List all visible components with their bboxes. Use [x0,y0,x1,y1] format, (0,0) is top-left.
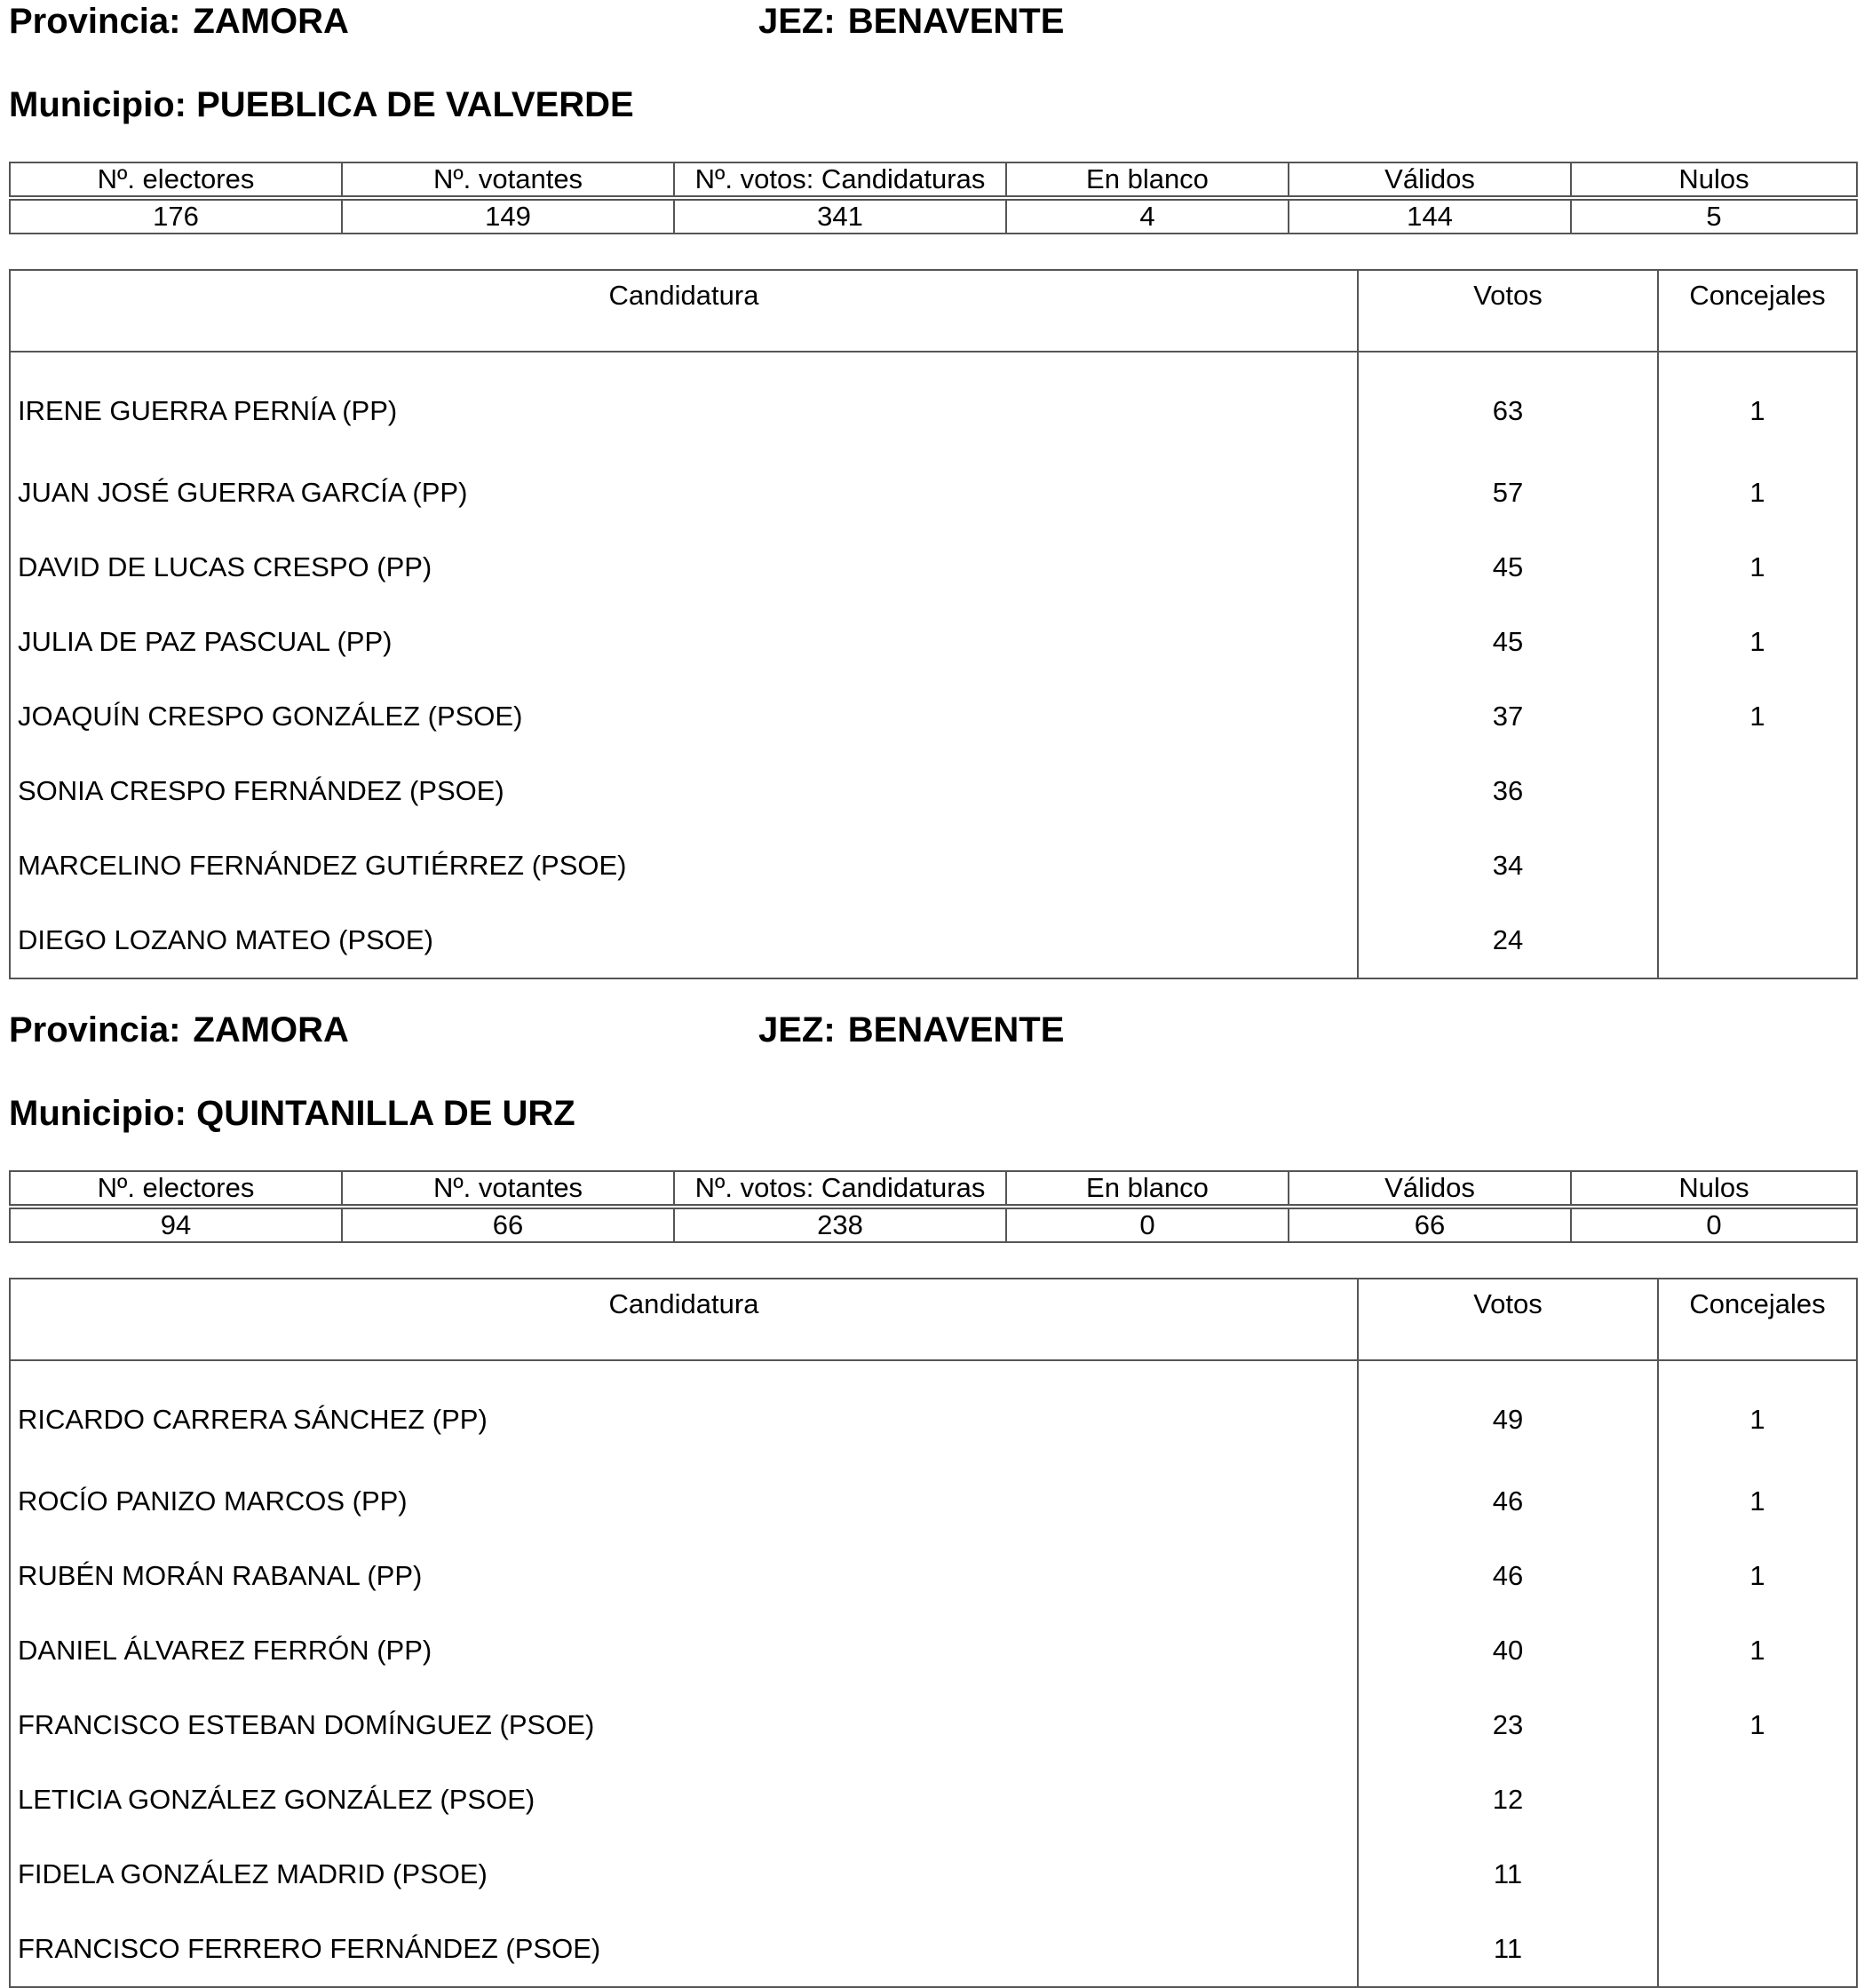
jez-value: BENAVENTE [847,2,1065,41]
summary-header-cell: Nº. votos: Candidaturas [674,162,1006,196]
candidate-name: JOAQUÍN CRESPO GONZÁLEZ (PSOE) [10,679,1358,754]
summary-header-row [10,162,1857,196]
candidate-seats [1658,903,1857,978]
jez-value: BENAVENTE [847,1010,1065,1049]
candidate-name: IRENE GUERRA PERNÍA (PP) [10,352,1358,455]
municipio-value: QUINTANILLA DE URZ [196,1094,575,1133]
votos-header: Votos [1358,270,1658,352]
candidate-row [10,903,1857,978]
candidate-row [10,455,1857,530]
candidate-votes: 34 [1358,828,1658,903]
candidate-seats: 1 [1658,679,1857,754]
summary-header-row [10,1171,1857,1205]
summary-value-cell: 4 [1006,200,1289,234]
summary-value-cell: 238 [674,1208,1006,1242]
candidate-seats [1658,1837,1857,1912]
summary-value-cell: 94 [10,1208,342,1242]
candidate-votes: 63 [1358,352,1658,455]
provincia-value: ZAMORA [193,1010,349,1049]
summary-header-cell: En blanco [1006,1171,1289,1205]
candidate-votes: 37 [1358,679,1658,754]
summary-header-cell: Nº. votos: Candidaturas [674,1171,1006,1205]
summary-value-cell: 0 [1571,1208,1857,1242]
summary-value-cell: 144 [1289,200,1571,234]
concejales-header: Concejales [1658,1279,1857,1360]
candidate-votes: 46 [1358,1539,1658,1613]
summary-value-cell: 66 [342,1208,674,1242]
candidate-row [10,1464,1857,1539]
jez-label: JEZ: [758,2,836,41]
concejales-header: Concejales [1658,270,1857,352]
summary-header-cell: Nulos [1571,162,1857,196]
candidate-name: SONIA CRESPO FERNÁNDEZ (PSOE) [10,754,1358,828]
votos-header: Votos [1358,1279,1658,1360]
candidate-votes: 40 [1358,1613,1658,1688]
provincia-heading [9,1009,349,1051]
candidate-name: LETICIA GONZÁLEZ GONZÁLEZ (PSOE) [10,1762,1358,1837]
candidate-name: FIDELA GONZÁLEZ MADRID (PSOE) [10,1837,1358,1912]
summary-header-cell: En blanco [1006,162,1289,196]
provincia-label: Provincia: [9,2,181,41]
candidate-votes: 45 [1358,605,1658,679]
summary-header-cell: Válidos [1289,1171,1571,1205]
candidate-name: DAVID DE LUCAS CRESPO (PP) [10,530,1358,605]
candidate-seats: 1 [1658,352,1857,455]
candidate-votes: 23 [1358,1688,1658,1762]
provincia-heading [9,0,349,43]
summary-value-cell: 0 [1006,1208,1289,1242]
candidate-name: FRANCISCO ESTEBAN DOMÍNGUEZ (PSOE) [10,1688,1358,1762]
summary-value-cell: 176 [10,200,342,234]
candidate-votes: 36 [1358,754,1658,828]
municipio-value: PUEBLICA DE VALVERDE [196,85,634,124]
candidate-votes: 46 [1358,1464,1658,1539]
candidate-seats [1658,828,1857,903]
candidate-votes: 49 [1358,1360,1658,1464]
candidate-name: JUAN JOSÉ GUERRA GARCÍA (PP) [10,455,1358,530]
candidate-row [10,1837,1857,1912]
candidate-name: FRANCISCO FERRERO FERNÁNDEZ (PSOE) [10,1912,1358,1987]
candidate-name: JULIA DE PAZ PASCUAL (PP) [10,605,1358,679]
candidate-seats: 1 [1658,1613,1857,1688]
summary-values-row [10,200,1857,234]
candidate-seats: 1 [1658,605,1857,679]
candidate-name: RICARDO CARRERA SÁNCHEZ (PP) [10,1360,1358,1464]
summary-value-cell: 5 [1571,200,1857,234]
jez-heading [758,0,1064,43]
candidate-votes: 57 [1358,455,1658,530]
jez-heading [758,1009,1064,1051]
candidate-name: DANIEL ÁLVAREZ FERRÓN (PP) [10,1613,1358,1688]
candidates-table [9,1278,1858,1988]
candidate-row [10,828,1857,903]
candidate-seats [1658,1762,1857,1837]
municipio-label: Municipio: [9,1094,186,1133]
summary-values-row [10,1208,1857,1242]
candidate-row [10,1539,1857,1613]
summary-header-cell: Válidos [1289,162,1571,196]
candidates-header-row [10,270,1857,352]
candidate-row [10,1360,1857,1464]
candidate-row [10,352,1857,455]
candidate-votes: 24 [1358,903,1658,978]
candidate-seats [1658,754,1857,828]
candidate-seats: 1 [1658,1464,1857,1539]
candidate-name: ROCÍO PANIZO MARCOS (PP) [10,1464,1358,1539]
summary-header-cell: Nº. votantes [342,162,674,196]
municipio-heading [9,83,634,126]
candidate-votes: 12 [1358,1762,1658,1837]
candidate-seats: 1 [1658,1688,1857,1762]
candidate-name: RUBÉN MORÁN RABANAL (PP) [10,1539,1358,1613]
summary-table [9,162,1858,234]
candidate-name: DIEGO LOZANO MATEO (PSOE) [10,903,1358,978]
candidate-row [10,1912,1857,1987]
candidate-row [10,754,1857,828]
summary-value-cell: 149 [342,200,674,234]
candidate-votes: 11 [1358,1912,1658,1987]
candidate-name: MARCELINO FERNÁNDEZ GUTIÉRREZ (PSOE) [10,828,1358,903]
candidate-seats [1658,1912,1857,1987]
candidate-row [10,530,1857,605]
summary-header-cell: Nulos [1571,1171,1857,1205]
candidates-header-row [10,1279,1857,1360]
candidate-seats: 1 [1658,1539,1857,1613]
candidate-row [10,1613,1857,1688]
municipio-heading [9,1092,575,1135]
candidatura-header: Candidatura [10,270,1358,352]
summary-value-cell: 66 [1289,1208,1571,1242]
candidate-row [10,1688,1857,1762]
summary-header-cell: Nº. electores [10,162,342,196]
jez-label: JEZ: [758,1010,836,1049]
municipio-label: Municipio: [9,85,186,124]
summary-header-cell: Nº. votantes [342,1171,674,1205]
summary-value-cell: 341 [674,200,1006,234]
candidate-seats: 1 [1658,1360,1857,1464]
provincia-value: ZAMORA [193,2,349,41]
provincia-label: Provincia: [9,1010,181,1049]
candidatura-header: Candidatura [10,1279,1358,1360]
candidate-votes: 45 [1358,530,1658,605]
candidate-row [10,679,1857,754]
candidate-row [10,1762,1857,1837]
candidate-votes: 11 [1358,1837,1658,1912]
candidates-table [9,269,1858,979]
candidate-seats: 1 [1658,455,1857,530]
candidate-row [10,605,1857,679]
candidate-seats: 1 [1658,530,1857,605]
summary-header-cell: Nº. electores [10,1171,342,1205]
summary-table [9,1170,1858,1243]
